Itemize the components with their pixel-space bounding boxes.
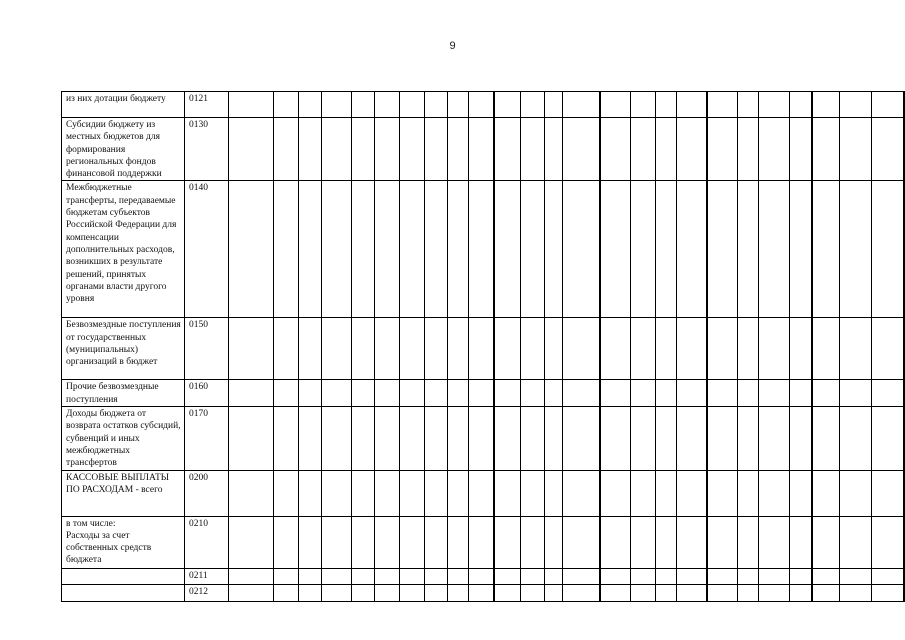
report-table [61, 91, 905, 602]
value-cell [521, 92, 545, 118]
value-cell [545, 407, 563, 470]
value-cell [425, 92, 448, 118]
value-cell [425, 181, 448, 318]
value-cell [469, 318, 494, 380]
value-cell [600, 584, 631, 601]
value-cell [494, 584, 521, 601]
value-cell [600, 318, 631, 380]
value-cell [469, 407, 494, 470]
table-row [62, 516, 904, 568]
value-cell [400, 118, 425, 181]
row-name: Субсидии бюджету из местных бюджетов для формирования региональных фондов финансовой поддержки [62, 118, 185, 181]
value-cell [872, 118, 904, 181]
row-code: 0170 [185, 407, 229, 470]
value-cell [656, 92, 677, 118]
value-cell [600, 118, 631, 181]
value-cell [545, 318, 563, 380]
value-cell [400, 181, 425, 318]
value-cell [790, 407, 812, 470]
value-cell [521, 407, 545, 470]
table-row [62, 380, 904, 407]
value-cell [274, 407, 299, 470]
value-cell [738, 318, 759, 380]
value-cell [812, 92, 840, 118]
value-cell [600, 181, 631, 318]
value-cell [738, 181, 759, 318]
value-cell [563, 118, 600, 181]
value-cell [299, 568, 322, 584]
value-cell [759, 470, 790, 516]
value-cell [375, 407, 400, 470]
value-cell [322, 568, 352, 584]
value-cell [872, 568, 904, 584]
value-cell [425, 407, 448, 470]
value-cell [563, 407, 600, 470]
value-cell [400, 568, 425, 584]
value-cell [563, 318, 600, 380]
value-cell [494, 516, 521, 568]
value-cell [322, 92, 352, 118]
value-cell [469, 380, 494, 407]
value-cell [299, 318, 322, 380]
value-cell [738, 470, 759, 516]
value-cell [448, 318, 469, 380]
value-cell [790, 568, 812, 584]
value-cell [352, 568, 375, 584]
value-cell [400, 318, 425, 380]
value-cell [448, 568, 469, 584]
value-cell [322, 318, 352, 380]
value-cell [400, 92, 425, 118]
value-cell [790, 181, 812, 318]
value-cell [812, 380, 840, 407]
table-row [62, 568, 904, 584]
value-cell [375, 584, 400, 601]
value-cell [229, 181, 274, 318]
value-cell [521, 318, 545, 380]
value-cell [707, 318, 738, 380]
value-cell [840, 318, 872, 380]
value-cell [707, 92, 738, 118]
value-cell [352, 380, 375, 407]
value-cell [790, 318, 812, 380]
value-cell [631, 181, 656, 318]
value-cell [812, 584, 840, 601]
value-cell [840, 516, 872, 568]
value-cell [631, 118, 656, 181]
value-cell [494, 181, 521, 318]
value-cell [521, 380, 545, 407]
value-cell [299, 380, 322, 407]
value-cell [545, 380, 563, 407]
row-name: в том числе: Расходы за счет собственных средств бюджета [62, 516, 185, 568]
value-cell [400, 584, 425, 601]
value-cell [677, 470, 707, 516]
value-cell [352, 470, 375, 516]
value-cell [274, 470, 299, 516]
value-cell [469, 470, 494, 516]
value-cell [322, 118, 352, 181]
value-cell [545, 516, 563, 568]
table-row [62, 92, 904, 118]
value-cell [521, 470, 545, 516]
value-cell [707, 516, 738, 568]
value-cell [299, 181, 322, 318]
value-cell [812, 118, 840, 181]
value-cell [656, 407, 677, 470]
value-cell [448, 380, 469, 407]
value-cell [563, 568, 600, 584]
value-cell [656, 118, 677, 181]
value-cell [631, 380, 656, 407]
value-cell [545, 181, 563, 318]
table-row [62, 470, 904, 516]
row-name [62, 584, 185, 601]
value-cell [400, 407, 425, 470]
value-cell [494, 118, 521, 181]
value-cell [738, 92, 759, 118]
value-cell [631, 407, 656, 470]
value-cell [759, 568, 790, 584]
value-cell [812, 318, 840, 380]
value-cell [790, 470, 812, 516]
value-cell [425, 118, 448, 181]
value-cell [812, 181, 840, 318]
value-cell [400, 380, 425, 407]
value-cell [274, 318, 299, 380]
value-cell [274, 380, 299, 407]
value-cell [759, 181, 790, 318]
value-cell [872, 181, 904, 318]
value-cell [469, 181, 494, 318]
value-cell [738, 568, 759, 584]
value-cell [840, 584, 872, 601]
value-cell [707, 380, 738, 407]
value-cell [448, 92, 469, 118]
value-cell [840, 92, 872, 118]
value-cell [656, 568, 677, 584]
value-cell [790, 380, 812, 407]
value-cell [812, 568, 840, 584]
table-row [62, 318, 904, 380]
value-cell [352, 584, 375, 601]
value-cell [494, 92, 521, 118]
value-cell [872, 584, 904, 601]
value-cell [425, 568, 448, 584]
value-cell [738, 118, 759, 181]
value-cell [812, 407, 840, 470]
value-cell [448, 584, 469, 601]
value-cell [229, 118, 274, 181]
value-cell [738, 584, 759, 601]
value-cell [299, 470, 322, 516]
value-cell [707, 568, 738, 584]
row-name: Безвозмездные поступления от государственных (муниципальных) организаций в бюджет [62, 318, 185, 380]
value-cell [545, 470, 563, 516]
value-cell [274, 568, 299, 584]
value-cell [322, 380, 352, 407]
row-code: 0200 [185, 470, 229, 516]
page-number: 9 [449, 40, 456, 52]
value-cell [400, 516, 425, 568]
value-cell [494, 470, 521, 516]
value-cell [425, 380, 448, 407]
row-name: КАССОВЫЕ ВЫПЛАТЫ ПО РАСХОДАМ - всего [62, 470, 185, 516]
value-cell [790, 516, 812, 568]
value-cell [790, 92, 812, 118]
value-cell [656, 516, 677, 568]
value-cell [840, 407, 872, 470]
value-cell [352, 318, 375, 380]
value-cell [545, 118, 563, 181]
value-cell [299, 407, 322, 470]
row-name: Межбюджетные трансферты, передаваемые бюджетам субъектов Российской Федерации для компенсации дополнительных расходов, возникших в результате решений, принятых органами власти другого уровня [62, 181, 185, 318]
value-cell [790, 584, 812, 601]
value-cell [631, 516, 656, 568]
row-code: 0160 [185, 380, 229, 407]
value-cell [759, 380, 790, 407]
value-cell [563, 584, 600, 601]
value-cell [521, 181, 545, 318]
value-cell [400, 470, 425, 516]
value-cell [469, 584, 494, 601]
value-cell [707, 470, 738, 516]
value-cell [494, 380, 521, 407]
value-cell [521, 118, 545, 181]
value-cell [322, 470, 352, 516]
value-cell [840, 181, 872, 318]
row-name [62, 568, 185, 584]
value-cell [274, 181, 299, 318]
row-code: 0130 [185, 118, 229, 181]
value-cell [840, 118, 872, 181]
value-cell [521, 584, 545, 601]
table-row [62, 181, 904, 318]
value-cell [352, 516, 375, 568]
row-code: 0121 [185, 92, 229, 118]
value-cell [229, 470, 274, 516]
value-cell [352, 118, 375, 181]
value-cell [274, 92, 299, 118]
value-cell [656, 318, 677, 380]
row-code: 0212 [185, 584, 229, 601]
value-cell [563, 470, 600, 516]
value-cell [521, 516, 545, 568]
value-cell [600, 470, 631, 516]
value-cell [812, 470, 840, 516]
value-cell [375, 470, 400, 516]
value-cell [322, 181, 352, 318]
value-cell [448, 407, 469, 470]
value-cell [677, 92, 707, 118]
row-code: 0211 [185, 568, 229, 584]
value-cell [600, 380, 631, 407]
value-cell [229, 380, 274, 407]
value-cell [738, 516, 759, 568]
value-cell [299, 92, 322, 118]
row-code: 0150 [185, 318, 229, 380]
value-cell [375, 516, 400, 568]
value-cell [677, 118, 707, 181]
value-cell [375, 181, 400, 318]
value-cell [677, 380, 707, 407]
value-cell [448, 118, 469, 181]
value-cell [738, 380, 759, 407]
value-cell [759, 118, 790, 181]
value-cell [600, 516, 631, 568]
value-cell [707, 407, 738, 470]
value-cell [469, 568, 494, 584]
value-cell [759, 516, 790, 568]
value-cell [759, 407, 790, 470]
value-cell [677, 568, 707, 584]
value-cell [759, 318, 790, 380]
value-cell [229, 568, 274, 584]
value-cell [631, 584, 656, 601]
value-cell [759, 92, 790, 118]
value-cell [229, 92, 274, 118]
value-cell [840, 470, 872, 516]
value-cell [322, 407, 352, 470]
value-cell [448, 470, 469, 516]
value-cell [677, 181, 707, 318]
value-cell [812, 516, 840, 568]
value-cell [375, 318, 400, 380]
value-cell [425, 470, 448, 516]
value-cell [274, 118, 299, 181]
value-cell [375, 118, 400, 181]
value-cell [677, 318, 707, 380]
row-code: 0210 [185, 516, 229, 568]
value-cell [600, 407, 631, 470]
value-cell [448, 181, 469, 318]
value-cell [322, 584, 352, 601]
value-cell [274, 584, 299, 601]
value-cell [600, 568, 631, 584]
value-cell [521, 568, 545, 584]
value-cell [545, 568, 563, 584]
value-cell [322, 516, 352, 568]
value-cell [600, 92, 631, 118]
value-cell [352, 92, 375, 118]
value-cell [494, 318, 521, 380]
value-cell [299, 584, 322, 601]
value-cell [375, 380, 400, 407]
value-cell [631, 318, 656, 380]
row-name: Прочие безвозмездные поступления [62, 380, 185, 407]
row-name: Доходы бюджета от возврата остатков субсидий, субвенций и иных межбюджетных трансфертов [62, 407, 185, 470]
value-cell [872, 380, 904, 407]
value-cell [631, 470, 656, 516]
table-row [62, 584, 904, 601]
row-name: из них дотации бюджету [62, 92, 185, 118]
value-cell [375, 568, 400, 584]
value-cell [656, 181, 677, 318]
value-cell [448, 516, 469, 568]
value-cell [563, 380, 600, 407]
value-cell [425, 584, 448, 601]
value-cell [656, 380, 677, 407]
value-cell [494, 407, 521, 470]
value-cell [545, 584, 563, 601]
value-cell [299, 118, 322, 181]
value-cell [738, 407, 759, 470]
value-cell [563, 92, 600, 118]
value-cell [631, 568, 656, 584]
value-cell [229, 516, 274, 568]
value-cell [299, 516, 322, 568]
table-row [62, 118, 904, 181]
value-cell [352, 181, 375, 318]
value-cell [425, 318, 448, 380]
value-cell [545, 92, 563, 118]
value-cell [229, 584, 274, 601]
value-cell [563, 516, 600, 568]
value-cell [469, 516, 494, 568]
value-cell [229, 318, 274, 380]
value-cell [425, 516, 448, 568]
value-cell [469, 92, 494, 118]
row-code: 0140 [185, 181, 229, 318]
value-cell [677, 516, 707, 568]
value-cell [375, 92, 400, 118]
value-cell [469, 118, 494, 181]
value-cell [707, 118, 738, 181]
value-cell [677, 584, 707, 601]
value-cell [563, 181, 600, 318]
value-cell [677, 407, 707, 470]
value-cell [759, 584, 790, 601]
value-cell [707, 584, 738, 601]
value-cell [229, 407, 274, 470]
value-cell [872, 318, 904, 380]
value-cell [274, 516, 299, 568]
value-cell [352, 407, 375, 470]
value-cell [631, 92, 656, 118]
value-cell [840, 568, 872, 584]
value-cell [872, 407, 904, 470]
table-row [62, 407, 904, 470]
value-cell [840, 380, 872, 407]
value-cell [872, 470, 904, 516]
value-cell [872, 92, 904, 118]
value-cell [707, 181, 738, 318]
value-cell [872, 516, 904, 568]
value-cell [790, 118, 812, 181]
value-cell [494, 568, 521, 584]
value-cell [656, 584, 677, 601]
value-cell [656, 470, 677, 516]
